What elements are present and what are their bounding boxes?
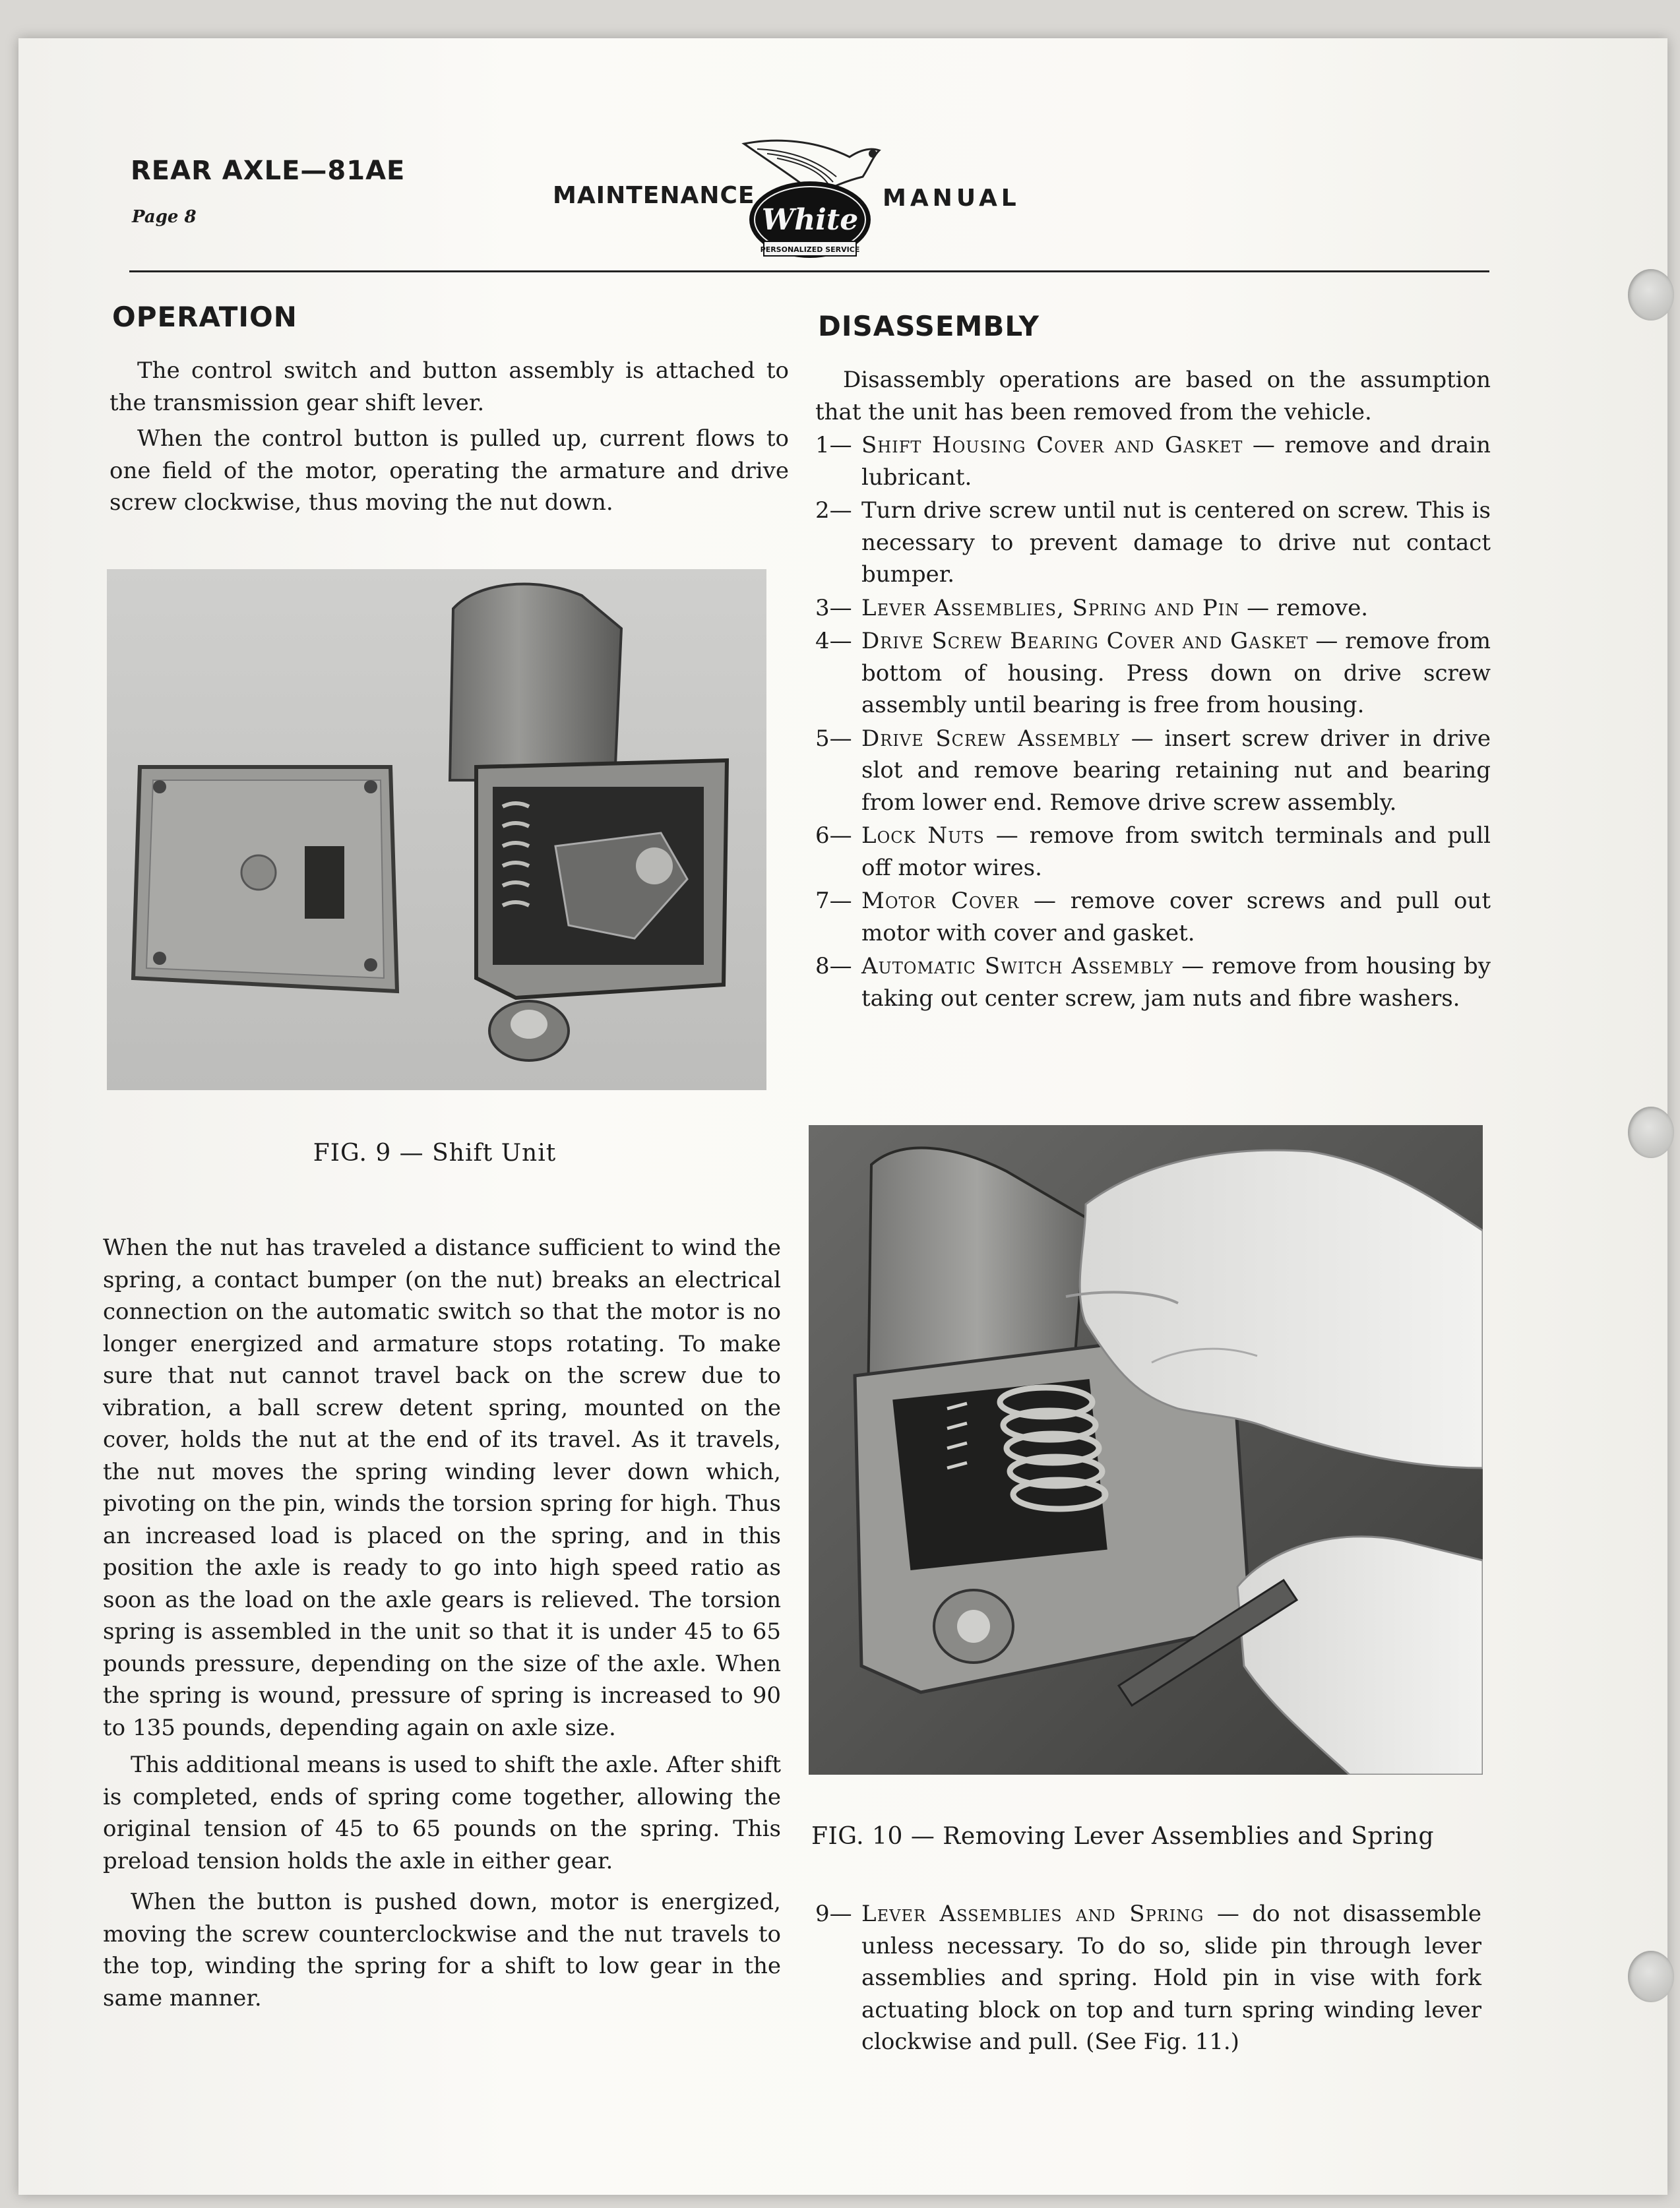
figure-10-photo	[809, 1125, 1483, 1775]
header-rule	[129, 270, 1489, 272]
manual-label: MANUAL	[883, 185, 1020, 212]
manual-page	[18, 38, 1667, 2195]
step-number: 7—	[815, 888, 852, 914]
step-title: Lever Assemblies, Spring and Pin	[861, 594, 1240, 621]
step-text: — do not disassemble unless necessary. To do so, slide pin through lever assemblies and spring. Hold pin in vise with fork actuating block on top and turn spring winding lever clockwise and pull. (See Fig. 11.)	[861, 1901, 1481, 2055]
step-number: 3—	[815, 594, 852, 621]
binder-hole-top	[1628, 269, 1674, 321]
step-text: — remove and drain lubricant.	[861, 432, 1491, 491]
step-text: Turn drive screw until nut is centered on screw. This is necessary to prevent damage to drive nut contact bumper.	[861, 497, 1491, 588]
disassembly-step-list	[815, 429, 1491, 1014]
step-number: 2—	[815, 497, 852, 524]
step-number: 8—	[815, 953, 852, 979]
step-text: — remove.	[1239, 594, 1369, 621]
step-title: Drive Screw Assembly	[861, 725, 1120, 752]
step-title: Motor Cover	[861, 888, 1020, 914]
shift-description-paragraph: When the nut has traveled a distance sufficient to wind the spring, a contact bumper (on the nut) breaks an electrical connection on the automatic switch so that the motor is no longer energized and armature stops rotating. To make sure that nut cannot travel back on the screw due to vibration, a ball screw detent spring, mounted on the cover, holds the nut at the end of its travel. As it travels, the nut moves the spring winding lever down which, pivoting on the pin, winds the torsion spring for high. Thus an increased load is placed on the spring, and in this position the axle is ready to go into high speed ratio as soon as the load on the axle gears is relieved. The torsion spring is assembled in the unit so that it is under 45 to 65 pounds pressure, depending on the size of the axle. When the spring is wound, pressure of spring is increased to 90 to 135 pounds, depending again on axle size.	[103, 1235, 781, 1741]
disassembly-heading: DISASSEMBLY	[818, 310, 1040, 342]
logo-text: White	[761, 203, 859, 237]
operation-paragraph-1: The control switch and button assembly is attached to the transmission gear shift lever.	[109, 357, 789, 416]
low-gear-paragraph: When the button is pushed down, motor is energized, moving the screw counterclockwise and the nut travels to the top, winding the spring for a shift to low gear in the same manner.	[103, 1889, 781, 2011]
step-text: — remove from switch terminals and pull off motor wires.	[861, 822, 1491, 881]
disassembly-step	[815, 820, 1491, 884]
binder-hole-middle	[1628, 1107, 1674, 1158]
disassembly-step	[815, 592, 1491, 625]
step-number: 9—	[815, 1901, 852, 1927]
step-title: Shift Housing Cover and Gasket	[861, 432, 1243, 458]
maintenance-label: MAINTENANCE	[553, 182, 755, 209]
operation-text	[109, 355, 789, 519]
figure-10-caption: FIG. 10 — Removing Lever Assemblies and Spring	[811, 1823, 1434, 1850]
shift-completion-paragraph: This additional means is used to shift the axle. After shift is completed, ends of spring come together, allowing the original tension of 45 to 65 pounds on the spring. This preload tension holds the axle in either gear.	[103, 1752, 781, 1874]
step-number: 5—	[815, 725, 852, 752]
binder-hole-bottom	[1628, 1951, 1674, 2002]
disassembly-steps	[815, 364, 1491, 1016]
figure-9-photo	[107, 569, 766, 1090]
page-number: Page 8	[132, 207, 197, 227]
step-number: 6—	[815, 822, 852, 849]
step-title: Drive Screw Bearing Cover and Gasket	[861, 628, 1309, 654]
step-9-block	[815, 1898, 1481, 2060]
step-title: Lever Assemblies and Spring	[861, 1901, 1204, 1927]
disassembly-step-9	[815, 1898, 1481, 2058]
disassembly-step	[815, 429, 1491, 493]
disassembly-step	[815, 495, 1491, 591]
step-title: Lock Nuts	[861, 822, 985, 849]
disassembly-step	[815, 625, 1491, 721]
step-text: — insert screw driver in drive slot and remove bearing retaining nut and bearing from lower end. Remove drive screw assembly.	[861, 725, 1491, 816]
operation-paragraph-2: When the control button is pulled up, current flows to one field of the motor, operating the armature and drive screw clockwise, thus moving the nut down.	[109, 425, 789, 516]
figure-9-caption: FIG. 9 — Shift Unit	[313, 1140, 557, 1167]
step-number: 4—	[815, 628, 852, 654]
section-title: REAR AXLE—81AE	[131, 156, 406, 186]
step-number: 1—	[815, 432, 852, 458]
disassembly-step	[815, 885, 1491, 949]
operation-continued	[103, 1232, 781, 2014]
step-text: — remove from bottom of housing. Press down on drive screw assembly until bearing is free from housing.	[861, 628, 1491, 718]
step-title: Automatic Switch Assembly	[861, 953, 1174, 979]
disassembly-intro: Disassembly operations are based on the assumption that the unit has been removed from the vehicle.	[815, 367, 1491, 425]
operation-heading: OPERATION	[112, 301, 297, 333]
disassembly-step	[815, 723, 1491, 819]
step-text: — remove cover screws and pull out motor with cover and gasket.	[861, 888, 1491, 946]
disassembly-step	[815, 950, 1491, 1014]
step-text: — remove from housing by taking out center screw, jam nuts and fibre washers.	[861, 953, 1491, 1012]
white-eagle-logo	[737, 131, 896, 262]
logo-tagline: PERSONALIZED SERVICE	[760, 245, 860, 254]
